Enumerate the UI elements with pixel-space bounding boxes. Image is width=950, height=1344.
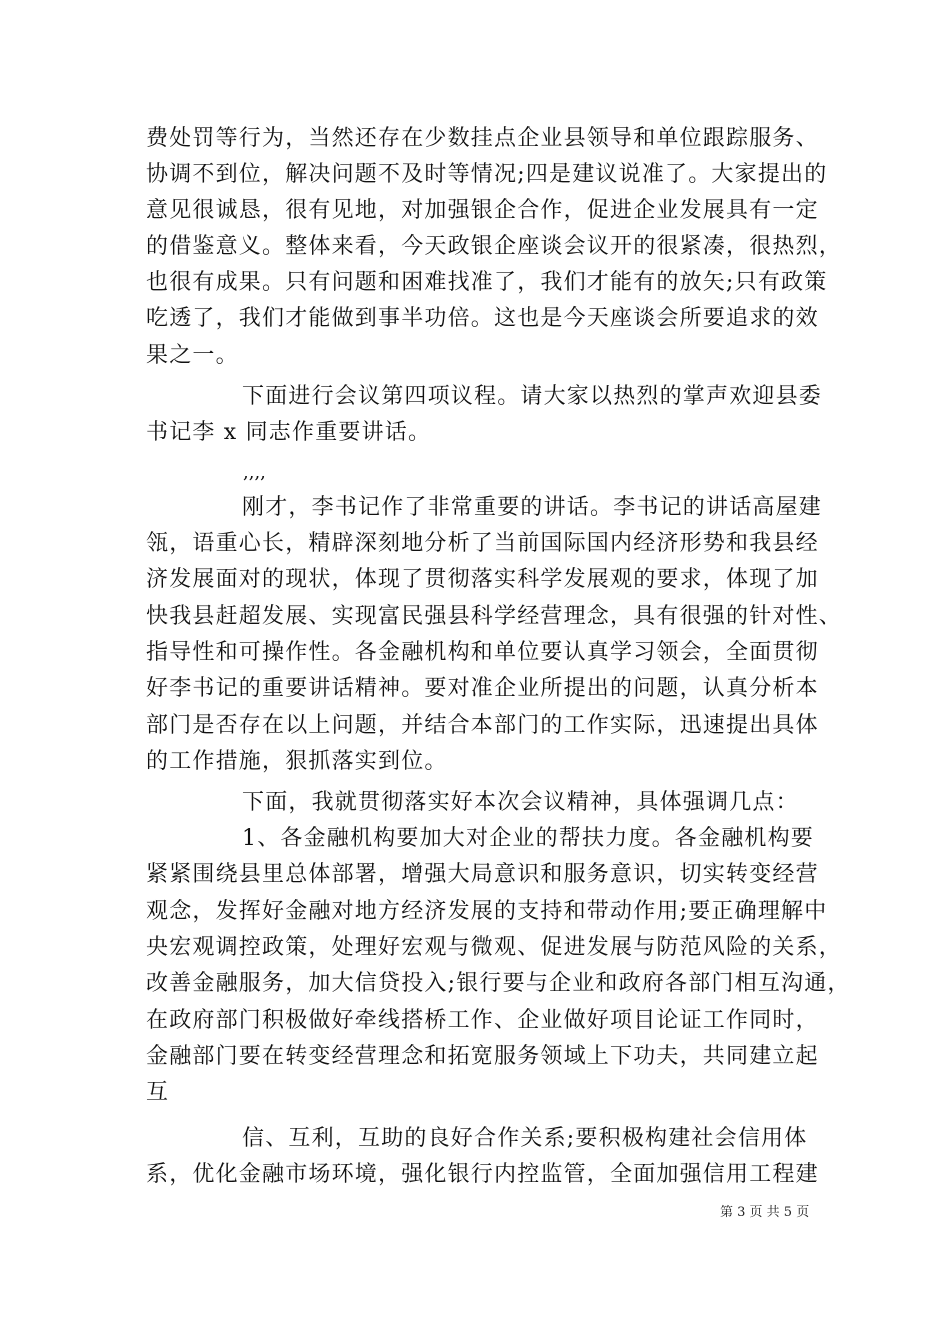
text-line: 也很有成果。只有问题和困难找准了，我们才能有的放矢;只有政策 [146,270,828,295]
text-line: 费处罚等行为，当然还存在少数挂点企业县领导和单位跟踪服务、 [146,126,819,151]
text-line: 1、各金融机构要加大对企业的帮扶力度。各金融机构要 [242,826,814,851]
text-line: 协调不到位，解决问题不及时等情况;四是建议说准了。大家提出的 [146,162,828,187]
text-line: 的工作措施，狠抓落实到位。 [146,749,448,774]
text-line: 信、互利，互助的良好合作关系;要积极构建社会信用体 [242,1126,808,1151]
text-line: 济发展面对的现状，体现了贯彻落实科学发展观的要求，体现了加 [146,567,819,592]
text-line: 改善金融服务，加大信贷投入;银行要与企业和政府各部门相互沟通， [146,971,851,996]
text-line: 瓴，语重心长，精辟深刻地分析了当前国际国内经济形势和我县经 [146,531,819,556]
text-line: 下面进行会议第四项议程。请大家以热烈的掌声欢迎县委 [242,384,823,409]
ellipsis-mark: ,,,, [243,462,266,483]
text-line: 书记李 x 同志作重要讲话。 [146,420,432,445]
text-line: 紧紧围绕县里总体部署，增强大局意识和服务意识，切实转变经营 [146,862,819,887]
text-line: 金融部门要在转变经营理念和拓宽服务领域上下功夫，共同建立起 [146,1044,819,1069]
text-line: 观念，发挥好金融对地方经济发展的支持和带动作用;要正确理解中 [146,899,828,924]
text-line: 快我县赶超发展、实现富民强县科学经营理念，具有很强的针对性、 [146,604,843,629]
text-line: 好李书记的重要讲话精神。要对准企业所提出的问题，认真分析本 [146,676,819,701]
text-line: 果之一。 [146,343,239,368]
text-line: 互 [146,1080,170,1105]
text-line: 央宏观调控政策，处理好宏观与微观、促进发展与防范风险的关系， [146,935,843,960]
text-line: 意见很诚恳，很有见地，对加强银企合作，促进企业发展具有一定 [146,198,819,223]
text-line: 系，优化金融市场环境，强化银行内控监管，全面加强信用工程建 [146,1162,819,1187]
page-number: 第 3 页 共 5 页 [720,1205,810,1220]
text-line: 吃透了，我们才能做到事半功倍。这也是今天座谈会所要追求的效 [146,306,819,331]
text-line: 刚才，李书记作了非常重要的讲话。李书记的讲话高屋建 [242,495,823,520]
text-line: 部门是否存在以上问题，并结合本部门的工作实际，迅速提出具体 [146,713,819,738]
text-line: 指导性和可操作性。各金融机构和单位要认真学习领会，全面贯彻 [146,640,819,665]
text-line: 的借鉴意义。整体来看，今天政银企座谈会议开的很紧凑，很热烈， [146,234,843,259]
text-line: 在政府部门积极做好牵线搭桥工作、企业做好项目论证工作同时， [146,1008,819,1033]
text-line: 下面，我就贯彻落实好本次会议精神，具体强调几点： [242,790,799,815]
